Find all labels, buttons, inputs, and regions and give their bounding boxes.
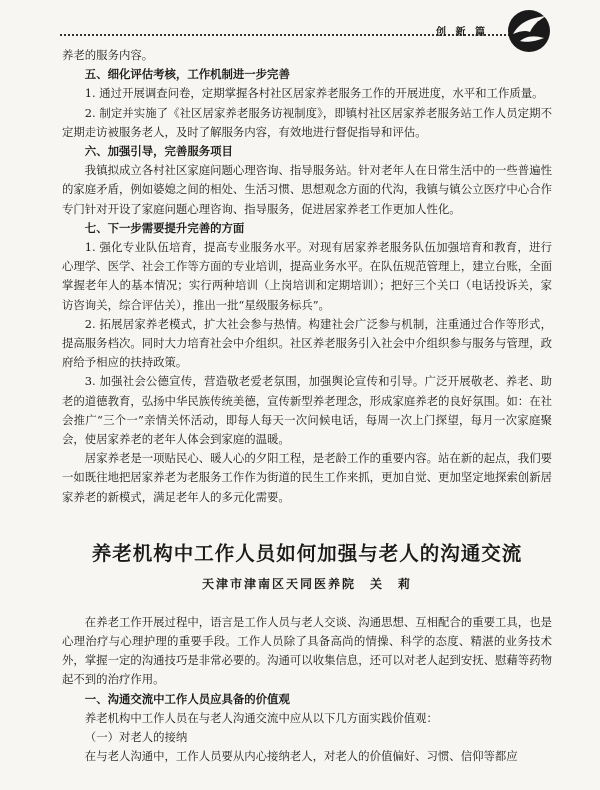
section-heading: 五、细化评估考核，工作机制进一步完善 bbox=[84, 67, 290, 82]
paragraph: 2. 拓展居家养老模式，扩大社会参与热情。构建社会广泛参与机制，注重通过合作等形式，提高服务档次。同时大力培育社会中介组织。社区养老服务引入社会中介组织参与服务与管理，政府给予相应的扶持政策。 bbox=[62, 316, 552, 370]
paragraph: 养老机构中工作人员在与老人沟通交流中应从以下几方面实践价值观： bbox=[84, 710, 438, 725]
section-heading: 一、沟通交流中工作人员应具备的价值观 bbox=[84, 691, 290, 706]
section-heading: 七、下一步需要提升完善的方面 bbox=[84, 220, 245, 235]
section-label: 创 新 篇 bbox=[436, 27, 488, 38]
subsection-heading: （一）对老人的接纳 bbox=[84, 730, 188, 745]
section-heading: 六、加强引导，完善服务项目 bbox=[84, 144, 233, 159]
paragraph: 2. 制定并实施了《社区居家养老服务访视制度》，即镇村社区居家养老服务站工作人员定期不定期走访被服务老人，及时了解服务内容，有效地进行督促指导和评估。 bbox=[62, 105, 552, 139]
paragraph: 1. 强化专业队伍培育，提高专业服务水平。对现有居家养老服务队伍加强培育和教育，进行心理学、医学、社会工作等方面的专业培训，提高业务水平。在队伍规范管理上，建立台账，全面掌握老年人的基本情况；实行两种培训（上岗培训和定期培训）；把好三个关口（电话投诉关，家访咨询关，综合评估关），推出一批“星级服务标兵”。 bbox=[62, 240, 552, 312]
paragraph: 养老的服务内容。 bbox=[62, 48, 154, 62]
article-title: 养老机构中工作人员如何加强与老人的沟通交流 bbox=[91, 541, 523, 565]
page-body bbox=[62, 46, 552, 767]
paragraph: 在与老人沟通中，工作人员要从内心接纳老人，对老人的价值偏好、习惯、信仰等都应 bbox=[84, 749, 518, 764]
article-author: 天津市津南区天同医养院 关 莉 bbox=[201, 576, 412, 591]
paragraph: 我镇拟成立各村社区家庭问题心理咨询、指导服务站。针对老年人在日常生活中的一些普遍性的家庭矛盾，例如婆媳之间的相处、生活习惯、思想观念方面的代沟，我镇与镇公立医疗中心合作专门针对开设了家庭问题心理咨询、指导服务，促进居家养老工作更加人性化。 bbox=[62, 163, 552, 216]
paragraph: 1. 通过开展调查问卷，定期掌握各村社区居家养老服务工作的开展进度，水平和工作质量。 bbox=[84, 86, 544, 101]
paragraph: 在养老工作开展过程中，语言是工作人员与老人交谈、沟通思想、互相配合的重要工具，也是心理治疗与心理护理的重要手段。工作人员除了具备高尚的情操、科学的态度、精湛的业务技术外，掌握一定的沟通技巧是非常必要的。沟通可以收集信息，还可以对老人起到安抚、慰藉等药物起不到的治疗作用。 bbox=[62, 614, 552, 687]
paragraph: 居家养老是一项贴民心、暖人心的夕阳工程，是老龄工作的重要内容。站在新的起点，我们要一如既往地把居家养老为老服务工作作为街道的民生工作来抓，更加自觉、更加坚定地探索创新居家养老的新模式，满足老年人的多元化需要。 bbox=[62, 451, 552, 504]
paragraph: 3. 加强社会公德宣传，营造敬老爱老氛围，加强舆论宣传和引导。广泛开展敬老、养老、助老的道德教育，弘扬中华民族传统美德，宣传新型养老理念，形成家庭养老的良好氛围。如：在社会推广“三个一”亲情关怀活动，即每人每天一次问候电话，每周一次上门探望，每月一次家庭聚会，使居家养老的老年人体会到家庭的温暖。 bbox=[62, 374, 552, 447]
